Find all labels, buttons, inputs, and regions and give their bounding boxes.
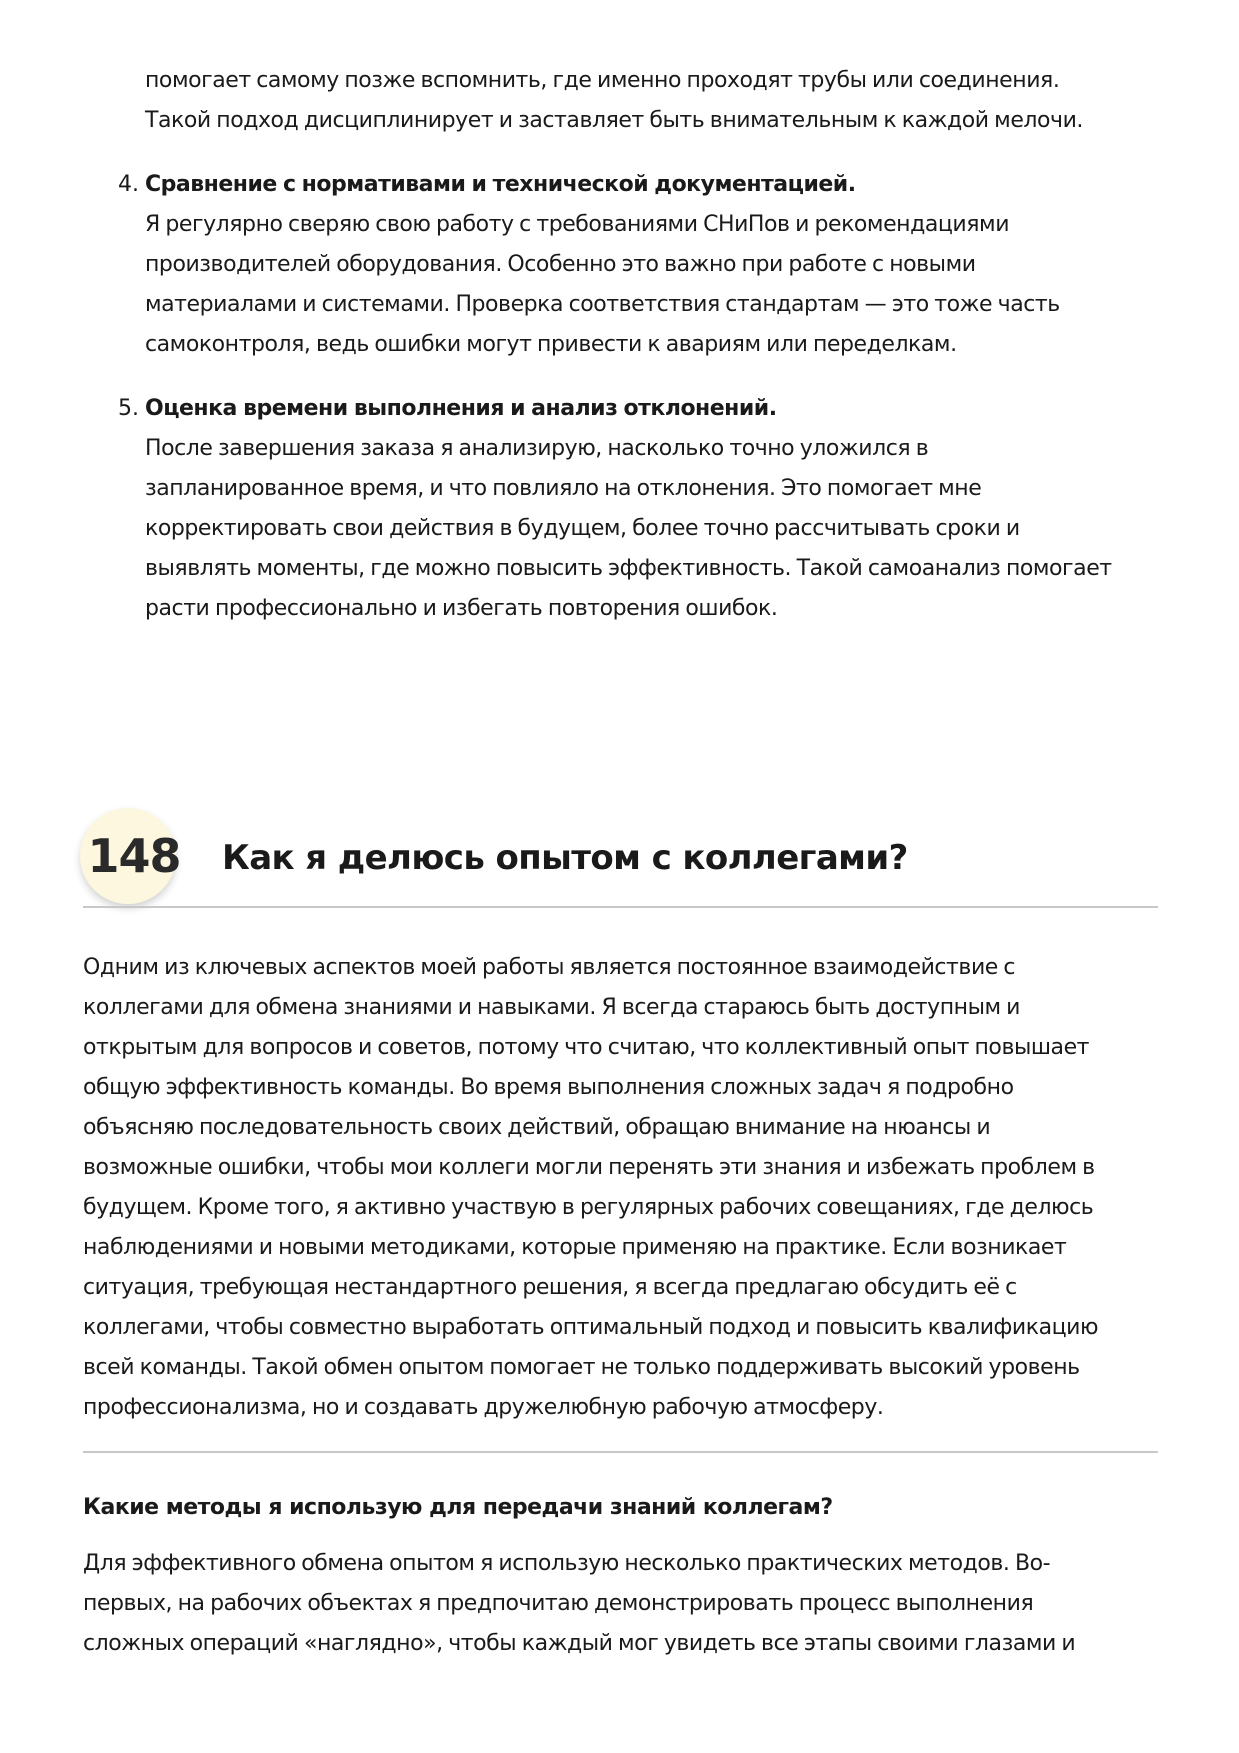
section-divider [83, 906, 1158, 908]
paragraph-line: всей команды. Такой обмен опытом помогает не только поддерживать высокий уровень [83, 1355, 1080, 1380]
paragraph-line: сложных операций «наглядно», чтобы каждый мог увидеть все этапы своими глазами и [83, 1631, 1076, 1656]
paragraph-line: общую эффективность команды. Во время выполнения сложных задач я подробно [83, 1075, 1014, 1100]
paragraph-line: объясняю последовательность своих действий, обращаю внимание на нюансы и [83, 1115, 991, 1140]
list-item-line: производителей оборудования. Особенно это важно при работе с новыми [145, 252, 976, 277]
list-item-number: 4. [118, 172, 139, 197]
paragraph-line: будущем. Кроме того, я активно участвую в регулярных рабочих совещаниях, где делюсь [83, 1195, 1094, 1220]
paragraph-line: коллегами, чтобы совместно выработать оптимальный подход и повысить квалификацию [83, 1315, 1099, 1340]
subheading: Какие методы я использую для передачи знаний коллегам? [83, 1495, 833, 1520]
paragraph-line: первых, на рабочих объектах я предпочитаю демонстрировать процесс выполнения [83, 1591, 1034, 1616]
section-title: Как я делюсь опытом с коллегами? [222, 838, 908, 878]
paragraph-line: профессионализма, но и создавать дружелюбную рабочую атмосферу. [83, 1395, 884, 1420]
paragraph-line: возможные ошибки, чтобы мои коллеги могли перенять эти знания и избежать проблем в [83, 1155, 1095, 1180]
section-number: 148 [87, 829, 181, 883]
list-item-line: материалами и системами. Проверка соответствия стандартам — это тоже часть [145, 292, 1060, 317]
paragraph-line: коллегами для обмена знаниями и навыками. Я всегда стараюсь быть доступным и [83, 995, 1021, 1020]
list-item-line: самоконтроля, ведь ошибки могут привести к авариям или переделкам. [145, 332, 957, 357]
list-item-line: После завершения заказа я анализирую, насколько точно уложился в [145, 436, 929, 461]
paragraph-divider [83, 1451, 1158, 1453]
paragraph-line: открытым для вопросов и советов, потому что считаю, что коллективный опыт повышает [83, 1035, 1090, 1060]
list-item-line: запланированное время, и что повлияло на отклонения. Это помогает мне [145, 476, 982, 501]
paragraph-line: ситуация, требующая нестандартного решения, я всегда предлагаю обсудить её с [83, 1275, 1017, 1300]
list-item-line: Я регулярно сверяю свою работу с требованиями СНиПов и рекомендациями [145, 212, 1010, 237]
intro-line: помогает самому позже вспомнить, где именно проходят трубы или соединения. [145, 68, 1060, 93]
list-item-title: Оценка времени выполнения и анализ отклонений. [145, 396, 777, 421]
list-item-line: корректировать свои действия в будущем, более точно рассчитывать сроки и [145, 516, 1020, 541]
paragraph-line: Одним из ключевых аспектов моей работы является постоянное взаимодействие с [83, 955, 1016, 980]
paragraph-line: Для эффективного обмена опытом я использую несколько практических методов. Во- [83, 1551, 1051, 1576]
list-item-title: Сравнение с нормативами и технической документацией. [145, 172, 856, 197]
list-item-line: расти профессионально и избегать повторения ошибок. [145, 596, 778, 621]
list-item-line: выявлять моменты, где можно повысить эффективность. Такой самоанализ помогает [145, 556, 1112, 581]
intro-line: Такой подход дисциплинирует и заставляет быть внимательным к каждой мелочи. [145, 108, 1083, 133]
paragraph-line: наблюдениями и новыми методиками, которые применяю на практике. Если возникает [83, 1235, 1067, 1260]
list-item-number: 5. [118, 396, 139, 421]
